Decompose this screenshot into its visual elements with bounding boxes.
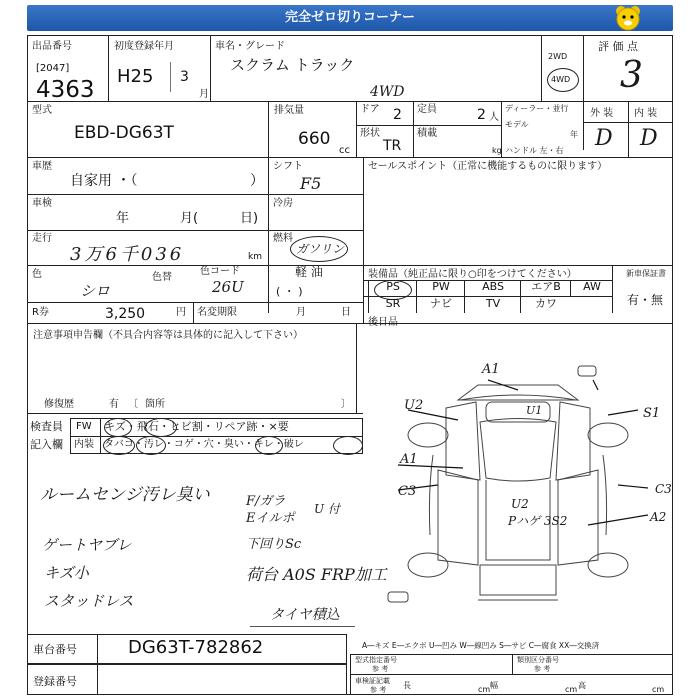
inspector-note-right-2: Eイルポ [246, 511, 295, 526]
mileage-unit: km [248, 252, 262, 262]
equipment-item: SR [368, 297, 417, 313]
check-scratch-circle-icon [104, 418, 132, 437]
reg-expiry-label: 名変期限 [197, 307, 237, 318]
inspection-day: 日) [240, 211, 259, 226]
checks-row1: キズ・飛石・ヒビ割・リペア跡・×要 [104, 420, 289, 433]
footer-class-ref: 参 考 [534, 665, 551, 673]
capacity-value: 2 [477, 107, 486, 123]
plate-box [27, 664, 347, 695]
mark-a1-top: A1 [482, 362, 500, 377]
warranty-label: 新車保証書 [626, 269, 666, 278]
mark-rear-note: Pハゲ 3S2 [508, 514, 568, 528]
capacity-unit: 人 [489, 112, 499, 123]
fuel-paren: ( ・ ) [276, 285, 303, 298]
load-unit: kg [492, 146, 502, 155]
inspector-note-3: キズ小 [44, 564, 89, 582]
color-change-label: 色替 [152, 272, 172, 283]
banner-title: 完全ゼロ切りコーナー [27, 5, 673, 31]
first-reg-month-unit: 月 [199, 89, 209, 100]
sales-point-label: セールスポイント（正常に機能するものに限ります） [368, 161, 608, 172]
equipment-item: AW [570, 280, 613, 296]
repair-bracket: 〔 [128, 399, 138, 410]
shift-value: F5 [300, 174, 322, 193]
history-close: ） [250, 173, 264, 189]
first-reg-label: 初度登録年月 [114, 41, 174, 52]
reg-expiry-month: 月 [296, 307, 306, 318]
lot-number: 4363 [36, 77, 95, 103]
model-label: 型式 [32, 105, 52, 116]
drive-2wd: 2WD [548, 52, 568, 61]
check-tobacco-circle-icon [103, 436, 135, 455]
footer-dims-label: 車検証記載 [355, 677, 390, 685]
warranty-value: 有・無 [627, 293, 664, 307]
checks-label-entry: 記入欄 [30, 438, 63, 451]
checks-interior: 内装 [74, 439, 94, 450]
equipment-label: 装備品（純正品に限り○印をつけてください） [368, 269, 577, 280]
dealer-handle: ハンドル 左・右 [505, 146, 564, 155]
history-value: 自家用 ・（ [70, 173, 138, 189]
fuel-gasoline: ガソリン [296, 242, 345, 256]
equipment-item: PW [416, 280, 465, 296]
footer-model-ref: 参 考 [372, 665, 389, 673]
capacity-label: 定員 [417, 104, 437, 115]
checks-fw: FW [76, 421, 92, 432]
color-label: 色 [32, 269, 42, 280]
color-value: シロ [80, 282, 111, 300]
color-code: 26U [212, 278, 244, 296]
shape-value: TR [383, 138, 402, 154]
mark-s1: S1 [643, 406, 661, 421]
chassis-label: 車台番号 [33, 643, 77, 656]
footer-length: 長 [403, 681, 411, 690]
recycle-label: R券 [32, 307, 49, 318]
mark-c3: C3 [398, 484, 417, 499]
history-label: 車歴 [32, 161, 52, 172]
dealer-label: ディーラー・並行 [505, 104, 569, 113]
mark-c3-right: C3 [655, 482, 672, 496]
notes-label: 注意事項申告欄（不具合内容等は具体的に記入して下さい） [33, 330, 303, 341]
plate-label: 登録番号 [33, 675, 77, 688]
footer-model-label: 型式指定番号 [355, 656, 397, 664]
displacement-unit: cc [339, 145, 350, 156]
inspection-year: 年 [116, 211, 130, 226]
checks-label-inspector: 検査員 [30, 420, 63, 433]
fuel-diesel: 軽 油 [295, 265, 323, 279]
equipment-item: PS [368, 280, 417, 296]
rear-items-label: 後日品 [368, 317, 398, 328]
chassis-value: DG63T-782862 [128, 637, 264, 658]
check-tear-circle-icon [333, 436, 363, 455]
inspector-note-right-4: 荷台 A0S FRP加工 [246, 565, 387, 584]
repair-value: 有 [109, 399, 119, 410]
recycle-unit: 円 [176, 307, 186, 318]
displacement-value: 660 [298, 129, 331, 149]
legend-text: A―キズ E―エクボ U―凹み W―線凹み S―サビ C―腐食 XX―交換済 [362, 641, 600, 650]
car-name: スクラム トラック [230, 56, 355, 74]
rating-label: 評 価 点 [598, 40, 638, 53]
footer-class-label: 類別区分番号 [517, 656, 559, 664]
interior-grade: D [640, 126, 658, 151]
car-grade-note: 4WD [370, 84, 405, 100]
repair-place: 箇所 [145, 399, 165, 410]
mark-u2: U2 [511, 497, 529, 511]
dealer-year: 年 [570, 130, 578, 139]
lot-label: 出品番号 [32, 41, 72, 52]
equipment-item: エアB [520, 280, 571, 296]
load-label: 積載 [417, 128, 437, 139]
inspector-note-2: ゲートヤブレ [42, 536, 132, 554]
inspector-note-right-5: タイヤ積込 [270, 607, 340, 623]
footer-width: 幅 [490, 681, 498, 690]
inspector-note-right-1: F/ガラ [246, 494, 286, 509]
check-stone-circle-icon [145, 418, 177, 437]
model-value: EBD-DG63T [74, 123, 174, 143]
check-dirt-circle-icon [136, 436, 166, 455]
footer-dims-ref: 参 考 [370, 686, 387, 694]
repair-close: 〕 [341, 399, 351, 410]
displacement-label: 排気量 [274, 105, 304, 116]
shape-label: 形状 [360, 128, 380, 139]
inspector-note-right-3: 下回りSc [246, 537, 302, 552]
inspector-note-ut: U 付 [314, 502, 340, 516]
inspection-month: 月( [180, 211, 199, 226]
inspector-note-4: スタッドレス [44, 592, 134, 610]
doors-value: 2 [393, 107, 402, 123]
check-smell-circle-icon [255, 436, 283, 455]
mileage-label: 走行 [32, 233, 52, 244]
dealer-model-year: モデル [505, 120, 529, 129]
checks-row2: タバコ・汚レ・コゲ・穴・臭い・キレ・破レ [104, 439, 304, 450]
rating-score: 3 [620, 55, 643, 96]
footer-cm-1: cm [478, 685, 491, 694]
equipment-item: TV [464, 297, 521, 313]
car-name-label: 車名・グレード [215, 41, 285, 52]
inspection-label: 車検 [32, 198, 52, 209]
first-reg-month: 3 [180, 69, 189, 85]
equipment-item: ABS [464, 280, 521, 296]
bear-mascot-right-icon [614, 4, 642, 32]
ac-label: 冷房 [273, 198, 293, 209]
reg-expiry-day: 日 [341, 307, 351, 318]
drive-4wd: 4WD [551, 75, 571, 84]
exterior-label: 外 装 [590, 108, 614, 119]
shift-label: シフト [273, 161, 303, 172]
color-code-label: 色コード [200, 266, 240, 277]
doors-label: ドア [360, 104, 380, 115]
exterior-grade: D [595, 126, 613, 151]
inspector-note-1: ルームセンジ汚レ臭い [40, 485, 210, 505]
recycle-value: 3,250 [105, 306, 146, 322]
equipment-item: カワ [520, 297, 571, 313]
repair-label: 修復歴 [44, 399, 74, 410]
lot-code: [2047] [36, 63, 70, 74]
mileage-value: 3万6千036 [70, 244, 185, 265]
equipment-item: ナビ [416, 297, 465, 313]
mark-u1: U1 [526, 404, 543, 417]
first-reg-year: H25 [117, 66, 154, 87]
mark-a1-left: A1 [400, 452, 418, 467]
interior-label: 内 装 [634, 108, 658, 119]
mark-u2-left: U2 [404, 398, 424, 413]
footer-height: 高 [578, 681, 586, 690]
fuel-label: 燃料 [273, 233, 293, 244]
mark-a2: A2 [650, 510, 667, 524]
footer-cm-3: cm [652, 685, 665, 694]
footer-cm-2: cm [565, 685, 578, 694]
